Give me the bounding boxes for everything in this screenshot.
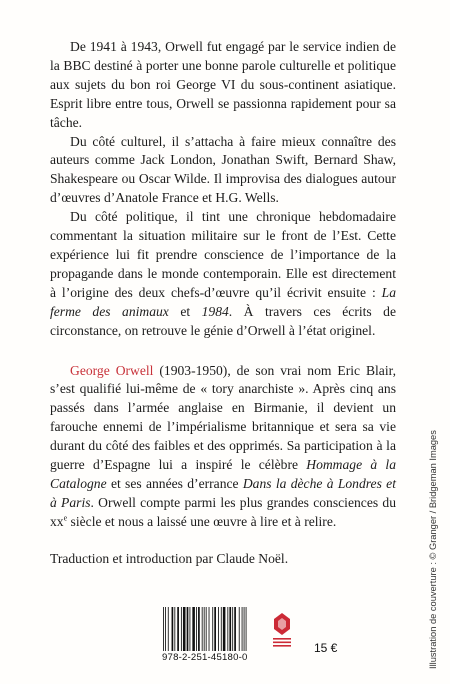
book-title-ferme: La ferme des animaux <box>50 284 396 319</box>
barcode-bar <box>223 607 226 651</box>
barcode-bar <box>227 607 228 651</box>
book-title-catalogne: Hommage à la Catalogne <box>50 457 396 491</box>
barcode-bar <box>244 607 245 651</box>
barcode-bar <box>181 607 182 651</box>
intro-paragraph-1: De 1941 à 1943, Orwell fut engagé par le service indien de la BBC destiné à porter une bonne parole culturelle et politique aux sujets du bon roi George VI du sous-continent asiatique. Esprit libre entre tous, Orwell se passionna rapidement pour sa tâche. <box>50 39 396 130</box>
barcode-bar <box>174 607 175 651</box>
barcode-bar <box>221 607 222 651</box>
barcode-bar <box>168 607 169 651</box>
barcode-bar <box>242 607 243 651</box>
barcode-bar <box>206 607 207 651</box>
barcode <box>162 607 266 665</box>
barcode-bar <box>246 607 247 651</box>
barcode-bar <box>172 607 174 651</box>
translation-note: Traduction et introduction par Claude Noël. <box>50 550 289 566</box>
barcode-bar <box>192 607 195 651</box>
barcode-bar <box>190 607 191 651</box>
author-name: George Orwell <box>70 362 154 378</box>
back-cover-text <box>50 38 396 569</box>
barcode-bar <box>229 607 231 651</box>
barcode-bar <box>239 607 240 651</box>
cover-illustration-credit: Illustration de couverture : © Granger / Bridgeman Images <box>428 430 438 669</box>
barcode-bar <box>183 607 186 651</box>
barcode-bar <box>209 607 210 651</box>
barcode-bar <box>214 607 216 651</box>
barcode-bar <box>212 607 213 651</box>
intro-paragraph-3: Du côté politique, il tint une chronique hebdomadaire commentant la situation militaire sur le front de l’Est. Cette expérience lui fit prendre conscience de l’importance de la propagande dans le monde contemporain. Elle est directement à l’origine des deux chefs-d’œuvre qu’il écrivit ensuite : La ferme des animaux et 1984. À travers ces écrits de circonstance, on retrouve le génie d’Orwell à l’état originel. <box>50 209 396 338</box>
intro-paragraph-2: Du côté culturel, il s’attacha à faire mieux connaître des auteurs comme Jack London, Jonathan Swift, Bernard Shaw, Shakespeare ou Oscar Wilde. Il improvisa des dialogues autour d’œuvres d’Anatole France et H.G. Wells. <box>50 133 396 206</box>
barcode-bar <box>187 607 189 651</box>
barcode-bar <box>218 607 219 651</box>
barcode-bar <box>198 607 200 651</box>
book-title-1984: 1984 <box>201 303 229 319</box>
barcode-bar <box>232 607 233 651</box>
barcode-bars <box>162 607 266 651</box>
author-bio: George Orwell (1903-1950), de son vrai nom Eric Blair, s’est qualifié lui-même de « tory anarchiste ». Après cinq ans passés dans l’armée anglaise en Birmanie, il devient un farouche ennemi de l’impérialisme britannique et sera sa vie durant du côté des faibles et des opprimés. Sa participation à la guerre d’Espagne lui a inspiré le célèbre Hommage à la Catalogne et ses années d’errance Dans la dèche à Londres et à Paris. Orwell compte parmi les plus grandes consciences du $xx^e$ siècle et nous a laissé une œuvre à lire et à relire. <box>50 362 396 529</box>
barcode-bar <box>165 607 166 651</box>
distributor-logo <box>272 611 292 651</box>
barcode-bar <box>202 607 203 651</box>
century-numeral: xx <box>50 513 64 529</box>
century-superscript: e <box>63 513 68 523</box>
price: 15 € <box>314 641 338 655</box>
barcode-bar <box>196 607 197 651</box>
barcode-bar <box>177 607 179 651</box>
book-title-deche: Dans la dèche à Londres et à Paris <box>50 475 396 510</box>
isbn-number: 978-2-251-45180-0 <box>162 652 248 663</box>
barcode-bar <box>163 607 164 651</box>
barcode-bar <box>234 607 236 651</box>
barcode-bar <box>204 607 205 651</box>
